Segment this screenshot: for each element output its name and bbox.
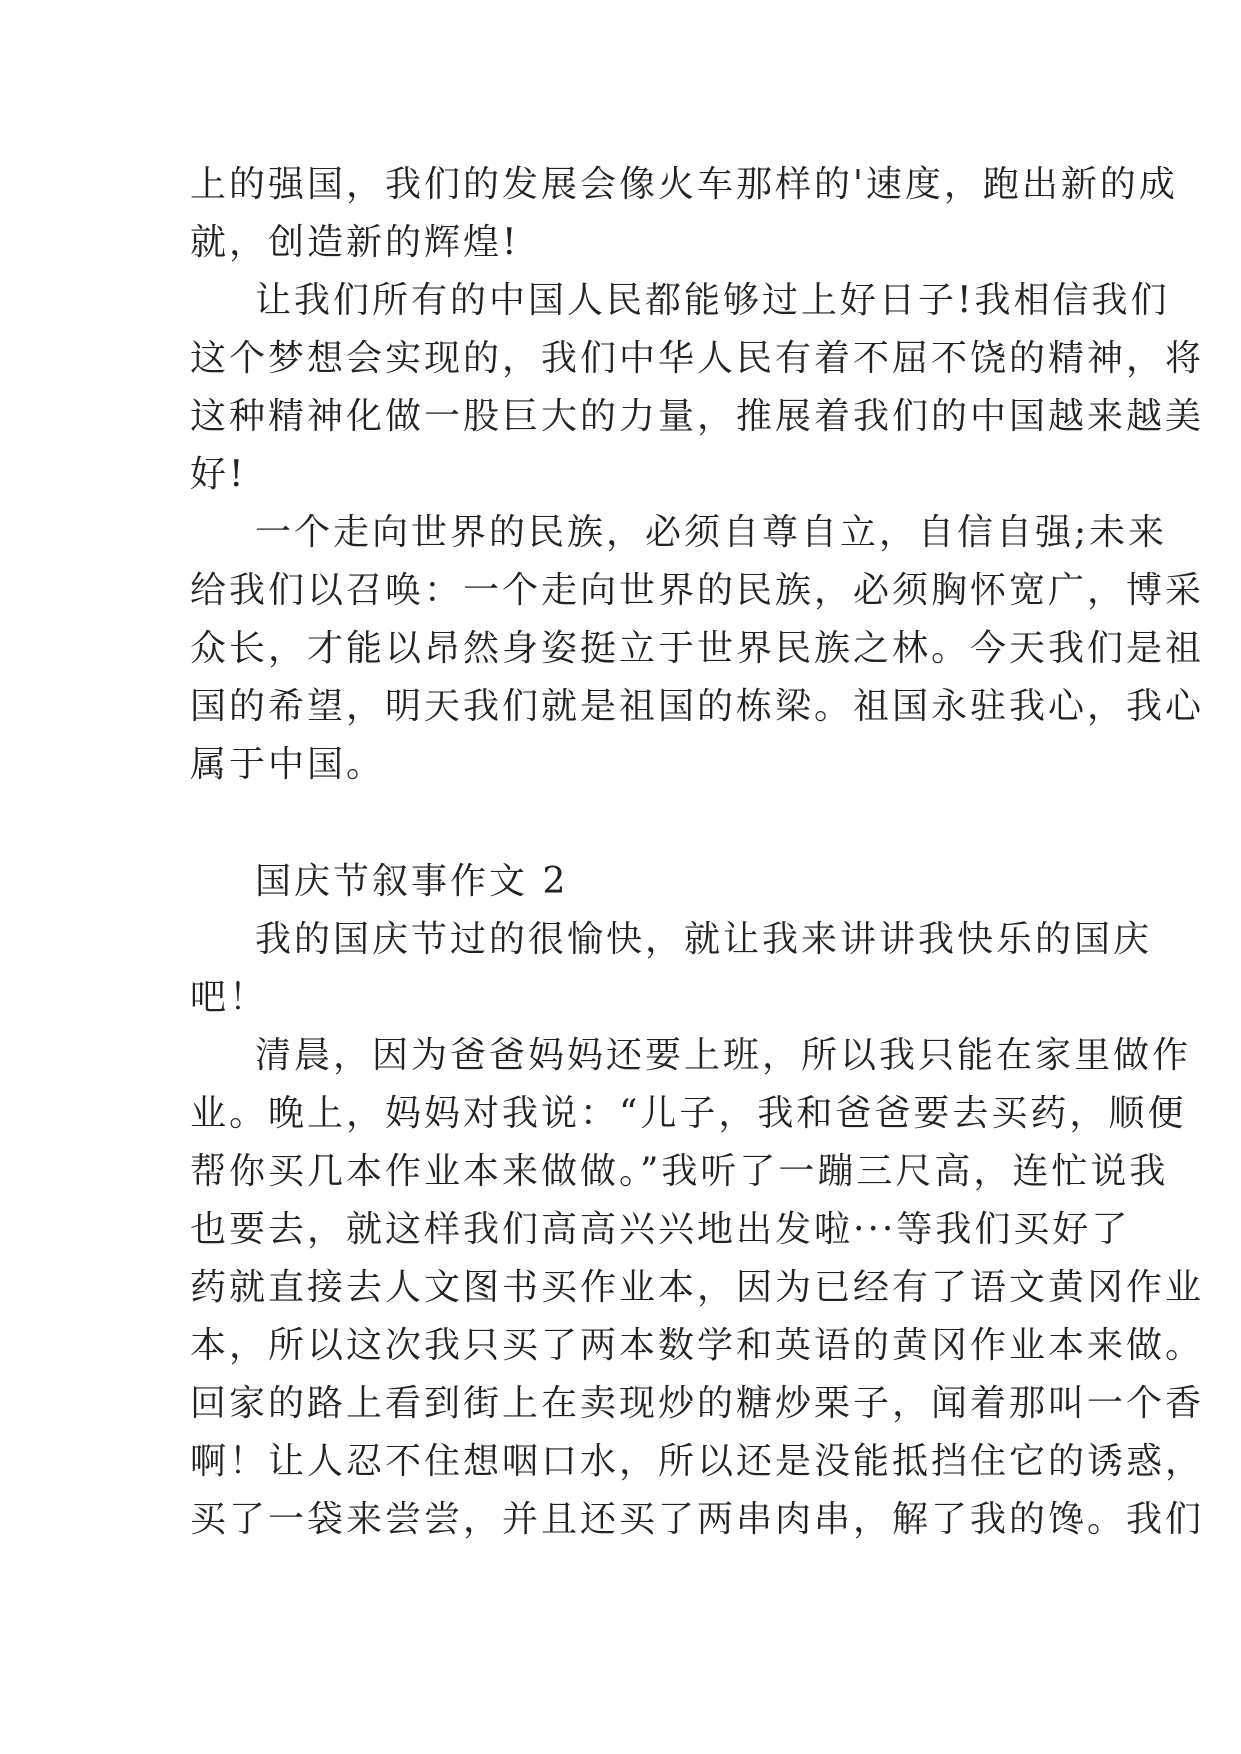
paragraph-line: 属于中国。 <box>190 744 386 785</box>
paragraph-line: 业。晚上，妈妈对我说：“儿子，我和爸爸要去买药，顺便 <box>190 1093 1187 1134</box>
section-title: 国庆节叙事作文 2 <box>255 861 569 902</box>
paragraph-line: 啊！让人忍不住想咽口水，所以还是没能抵挡住它的诱惑， <box>190 1441 1205 1482</box>
paragraph-line: 这种精神化做一股巨大的力量，推展着我们的中国越来越美 <box>190 396 1205 437</box>
paragraph-line: 让我们所有的中国人民都能够过上好日子!我相信我们 <box>255 280 1170 321</box>
paragraph-line: 药就直接去人文图书买作业本，因为已经有了语文黄冈作业 <box>190 1267 1205 1308</box>
paragraph-line: 吧！ <box>190 977 269 1018</box>
paragraph-line: 帮你买几本作业本来做做。”我听了一蹦三尺高，连忙说我 <box>190 1151 1169 1192</box>
paragraph-line: 回家的路上看到街上在卖现炒的糖炒栗子，闻着那叫一个香 <box>190 1383 1205 1424</box>
paragraph-line: 众长，才能以昂然身姿挺立于世界民族之林。今天我们是祖 <box>190 628 1205 669</box>
paragraph-line: 一个走向世界的民族，必须自尊自立，自信自强;未来 <box>255 512 1168 553</box>
paragraph-line: 这个梦想会实现的，我们中华人民有着不屈不饶的精神，将 <box>190 338 1205 379</box>
paragraph-line: 也要去，就这样我们高高兴兴地出发啦···等我们买好了 <box>190 1209 1131 1250</box>
paragraph-line: 上的强国，我们的发展会像火车那样的'速度，跑出新的成 <box>190 164 1178 205</box>
paragraph-line: 清晨，因为爸爸妈妈还要上班，所以我只能在家里做作 <box>255 1035 1192 1076</box>
paragraph-line: 给我们以召唤：一个走向世界的民族，必须胸怀宽广，博采 <box>190 570 1205 611</box>
paragraph-line: 好! <box>190 454 247 495</box>
paragraph-line: 就，创造新的辉煌! <box>190 222 520 263</box>
paragraph-line: 国的希望，明天我们就是祖国的栋梁。祖国永驻我心，我心 <box>190 686 1205 727</box>
paragraph-line: 我的国庆节过的很愉快，就让我来讲讲我快乐的国庆 <box>255 919 1153 960</box>
paragraph-line: 本，所以这次我只买了两本数学和英语的黄冈作业本来做。 <box>190 1325 1205 1366</box>
paragraph-line: 买了一袋来尝尝，并且还买了两串肉串，解了我的馋。我们 <box>190 1499 1205 1540</box>
